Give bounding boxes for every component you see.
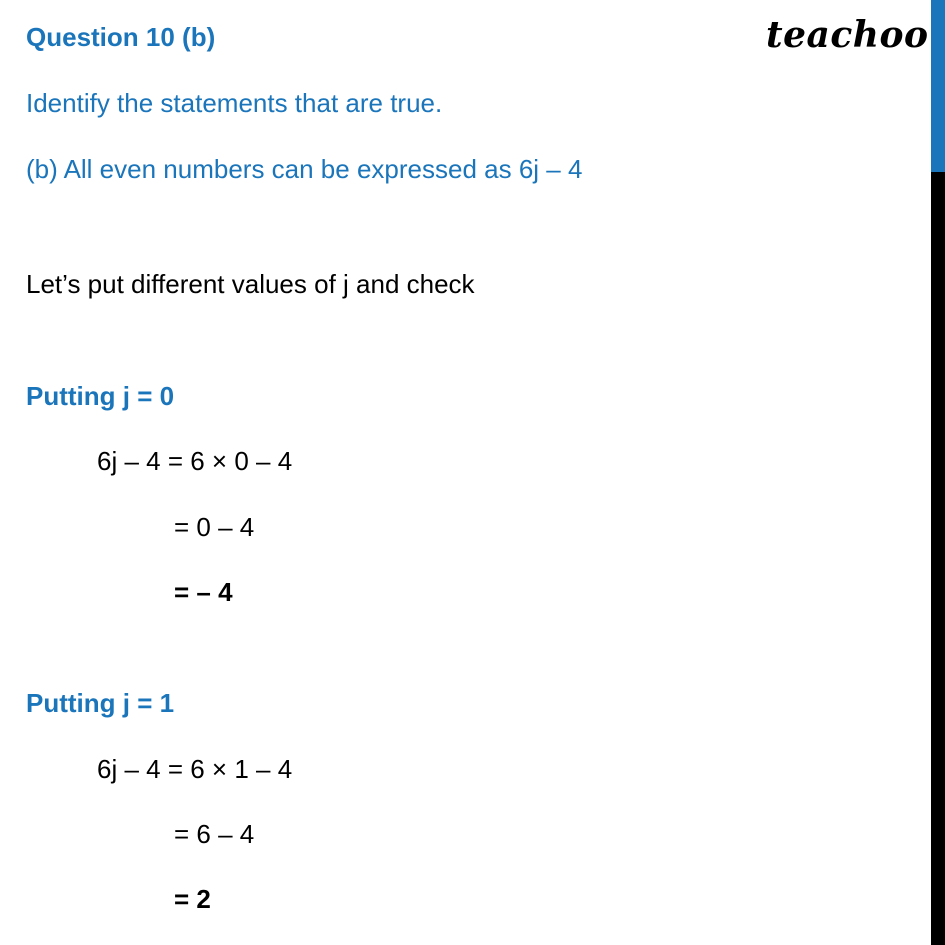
statement-text: (b) All even numbers can be expressed as 6j – 4 <box>26 154 583 184</box>
side-bar-accent <box>931 0 945 172</box>
case-j0-step1: 6j – 4 = 6 × 0 – 4 <box>97 446 293 476</box>
instruction-text: Identify the statements that are true. <box>26 88 443 118</box>
question-label: Question 10 (b) <box>26 22 216 52</box>
case-j1-step2: = 6 – 4 <box>174 819 255 849</box>
case-j1-step1: 6j – 4 = 6 × 1 – 4 <box>97 754 293 784</box>
case-j0-result: = – 4 <box>174 577 233 607</box>
case-j0-step2: = 0 – 4 <box>174 512 255 542</box>
intro-text: Let’s put different values of j and check <box>26 269 475 299</box>
teachoo-logo: teachoo <box>766 14 929 56</box>
case-j1-result: = 2 <box>174 884 211 914</box>
case-heading-j0: Putting j = 0 <box>26 381 175 411</box>
case-heading-j1: Putting j = 1 <box>26 688 175 718</box>
